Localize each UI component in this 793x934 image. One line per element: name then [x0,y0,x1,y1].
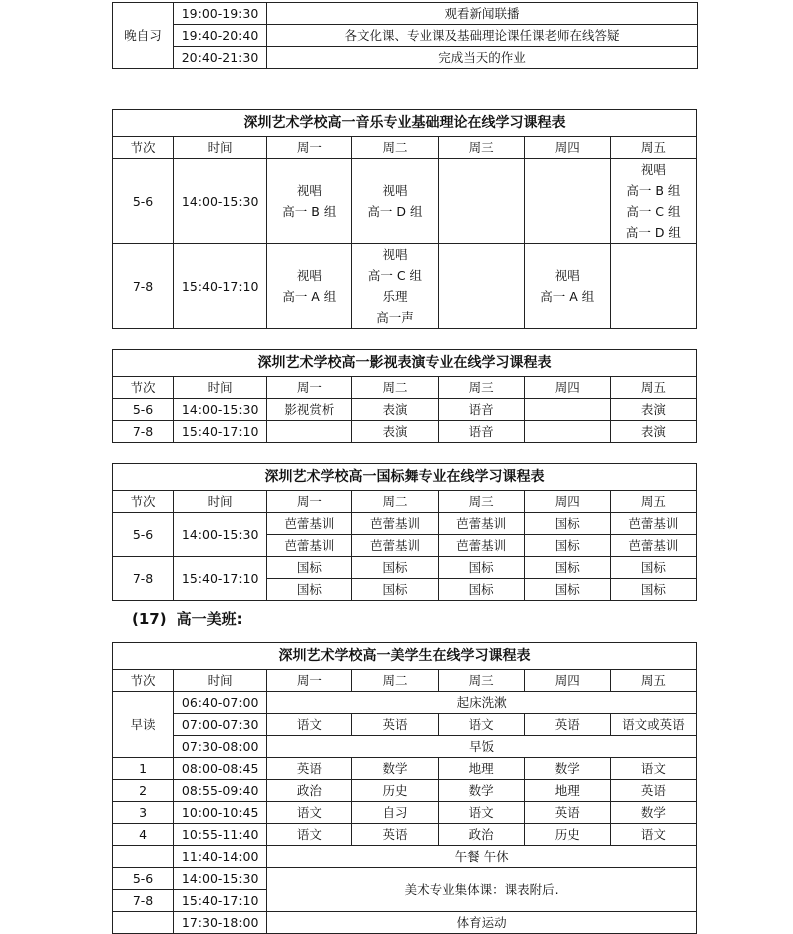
course-cell [267,244,352,329]
course-cell: 芭蕾基训 [438,513,524,535]
time-cell: 14:00-15:30 [174,868,267,890]
course-cell: 国标 [524,579,610,601]
course-cell: 英语 [524,802,610,824]
time-cell: 15:40-17:10 [174,244,267,329]
course-cell [438,244,524,329]
time-cell: 15:40-17:10 [174,890,267,912]
section-heading [132,608,243,630]
course-cell: 语音 [438,421,524,443]
course-cell: 语文 [610,824,696,846]
header-cell: 节次 [113,491,174,513]
evening-label: 晚自习 [113,3,174,69]
period-cell: 5-6 [113,513,174,557]
header-cell: 周二 [352,491,438,513]
activity-cell: 体育运动 [267,912,697,934]
header-row [113,377,697,399]
course-cell: 国标 [352,579,438,601]
time-cell: 10:00-10:45 [174,802,267,824]
course-cell: 表演 [352,421,438,443]
header-cell: 周四 [524,377,610,399]
table-row [113,780,697,802]
table-title: 深圳艺术学校高一国标舞专业在线学习课程表 [113,464,697,491]
course-cell [524,244,610,329]
header-cell: 周五 [610,670,696,692]
dance-schedule-table [112,463,697,601]
time-cell: 17:30-18:00 [174,912,267,934]
period-cell: 4 [113,824,174,846]
course-cell: 数学 [352,758,438,780]
course-cell: 语文 [267,802,352,824]
course-line: 高一 A 组 [282,289,337,304]
course-cell: 国标 [267,579,352,601]
activity-cell: 早饭 [267,736,697,758]
time-cell: 19:40-20:40 [174,25,267,47]
time-cell: 08:55-09:40 [174,780,267,802]
table-row [113,399,697,421]
music-schedule-table [112,109,697,329]
course-cell [352,159,438,244]
course-cell: 语音 [438,399,524,421]
course-cell: 国标 [524,557,610,579]
course-cell: 芭蕾基训 [352,513,438,535]
course-cell: 影视赏析 [267,399,352,421]
period-cell [113,846,174,868]
course-cell: 政治 [267,780,352,802]
course-cell: 语文 [267,714,352,736]
period-cell: 5-6 [113,159,174,244]
course-cell: 英语 [524,714,610,736]
period-cell: 7-8 [113,244,174,329]
course-cell: 表演 [352,399,438,421]
header-cell: 周五 [610,491,696,513]
header-cell: 时间 [174,137,267,159]
time-cell: 11:40-14:00 [174,846,267,868]
period-cell: 1 [113,758,174,780]
course-cell: 芭蕾基训 [610,535,696,557]
course-line: 视唱 [382,183,408,198]
course-cell: 语文 [610,758,696,780]
table-title: 深圳艺术学校高一音乐专业基础理论在线学习课程表 [113,110,697,137]
header-cell: 周四 [524,670,610,692]
course-cell [352,244,438,329]
course-cell: 芭蕾基训 [267,513,352,535]
course-line: 视唱 [296,268,322,283]
course-cell: 国标 [438,557,524,579]
table-row [113,868,697,890]
header-cell: 周四 [524,491,610,513]
course-line: 高一 D 组 [625,225,681,240]
table-row [113,714,697,736]
header-row [113,670,697,692]
course-cell [610,244,696,329]
table-row [113,244,697,329]
header-cell: 节次 [113,377,174,399]
table-row [113,824,697,846]
header-cell: 周一 [267,491,352,513]
course-line: 视唱 [296,183,322,198]
course-cell: 自习 [352,802,438,824]
course-cell: 国标 [610,579,696,601]
header-cell: 节次 [113,670,174,692]
header-cell: 周四 [524,137,610,159]
period-cell: 5-6 [113,399,174,421]
course-cell: 芭蕾基训 [352,535,438,557]
header-cell: 周三 [438,670,524,692]
activity-cell: 各文化课、专业课及基础理论课任课老师在线答疑 [267,25,698,47]
course-cell [267,421,352,443]
header-cell: 周一 [267,670,352,692]
time-cell: 08:00-08:45 [174,758,267,780]
period-cell: 7-8 [113,557,174,601]
time-cell: 14:00-15:30 [174,159,267,244]
course-line: 乐理 [382,289,408,304]
table-row [113,421,697,443]
table-row [113,912,697,934]
time-cell: 15:40-17:10 [174,421,267,443]
course-cell [524,399,610,421]
course-cell: 国标 [267,557,352,579]
period-cell: 5-6 [113,868,174,890]
course-cell: 英语 [610,780,696,802]
section-number: (17) [132,610,167,628]
course-cell: 表演 [610,399,696,421]
table-row [113,802,697,824]
header-cell: 周三 [438,137,524,159]
course-cell: 地理 [438,758,524,780]
period-cell: 7-8 [113,890,174,912]
course-cell: 芭蕾基训 [610,513,696,535]
header-cell: 周一 [267,377,352,399]
course-cell: 英语 [267,758,352,780]
period-cell: 3 [113,802,174,824]
course-cell: 数学 [524,758,610,780]
table-row [113,736,697,758]
table-row [113,159,697,244]
morning-label: 早读 [113,692,174,758]
time-cell: 14:00-15:30 [174,513,267,557]
course-line: 高一 B 组 [626,183,681,198]
activity-cell: 午餐 午休 [267,846,697,868]
course-cell: 芭蕾基训 [267,535,352,557]
table-row [113,557,697,579]
course-cell: 政治 [438,824,524,846]
course-cell: 语文或英语 [610,714,696,736]
header-cell: 周五 [610,377,696,399]
header-row [113,491,697,513]
time-cell: 10:55-11:40 [174,824,267,846]
activity-cell: 观看新闻联播 [267,3,698,25]
course-cell: 英语 [352,824,438,846]
course-line: 高一 D 组 [367,204,423,219]
period-cell [113,912,174,934]
header-cell: 周二 [352,670,438,692]
course-line: 高一 A 组 [540,289,595,304]
activity-cell: 起床洗漱 [267,692,697,714]
course-line: 高一声 [376,310,414,325]
art-schedule-table [112,642,697,934]
period-cell: 2 [113,780,174,802]
time-cell: 07:30-08:00 [174,736,267,758]
course-cell: 国标 [610,557,696,579]
period-cell: 7-8 [113,421,174,443]
course-cell: 英语 [352,714,438,736]
course-cell: 国标 [524,513,610,535]
course-line: 视唱 [640,162,666,177]
course-line: 视唱 [382,247,408,262]
activity-cell: 美术专业集体课：课表附后. [267,868,697,912]
course-cell: 国标 [352,557,438,579]
table-title: 深圳艺术学校高一美学生在线学习课程表 [113,643,697,670]
course-line: 视唱 [554,268,580,283]
time-cell: 19:00-19:30 [174,3,267,25]
header-cell: 时间 [174,491,267,513]
table-row [113,513,697,535]
course-cell: 数学 [610,802,696,824]
table-row [113,758,697,780]
course-cell [524,159,610,244]
time-cell: 20:40-21:30 [174,47,267,69]
evening-study-table [112,2,698,69]
table-row [113,692,697,714]
header-cell: 周三 [438,377,524,399]
course-cell: 历史 [524,824,610,846]
table-row [113,846,697,868]
course-cell: 地理 [524,780,610,802]
course-cell: 语文 [267,824,352,846]
course-cell [267,159,352,244]
header-cell: 周二 [352,137,438,159]
course-cell [438,159,524,244]
film-schedule-table [112,349,697,443]
course-cell: 表演 [610,421,696,443]
header-cell: 周五 [610,137,696,159]
course-line: 高一 B 组 [282,204,337,219]
section-title: 高一美班: [176,610,243,628]
header-cell: 周一 [267,137,352,159]
time-cell: 06:40-07:00 [174,692,267,714]
course-cell: 芭蕾基训 [438,535,524,557]
header-cell: 时间 [174,377,267,399]
header-cell: 周三 [438,491,524,513]
header-cell: 周二 [352,377,438,399]
course-line: 高一 C 组 [626,204,681,219]
course-cell: 语文 [438,714,524,736]
activity-cell: 完成当天的作业 [267,47,698,69]
course-cell [610,159,696,244]
course-cell: 历史 [352,780,438,802]
header-cell: 节次 [113,137,174,159]
course-cell: 国标 [524,535,610,557]
header-cell: 时间 [174,670,267,692]
course-line: 高一 C 组 [367,268,423,283]
header-row [113,137,697,159]
time-cell: 07:00-07:30 [174,714,267,736]
course-cell: 数学 [438,780,524,802]
course-cell: 语文 [438,802,524,824]
time-cell: 15:40-17:10 [174,557,267,601]
course-cell [524,421,610,443]
table-title: 深圳艺术学校高一影视表演专业在线学习课程表 [113,350,697,377]
course-cell: 国标 [438,579,524,601]
time-cell: 14:00-15:30 [174,399,267,421]
